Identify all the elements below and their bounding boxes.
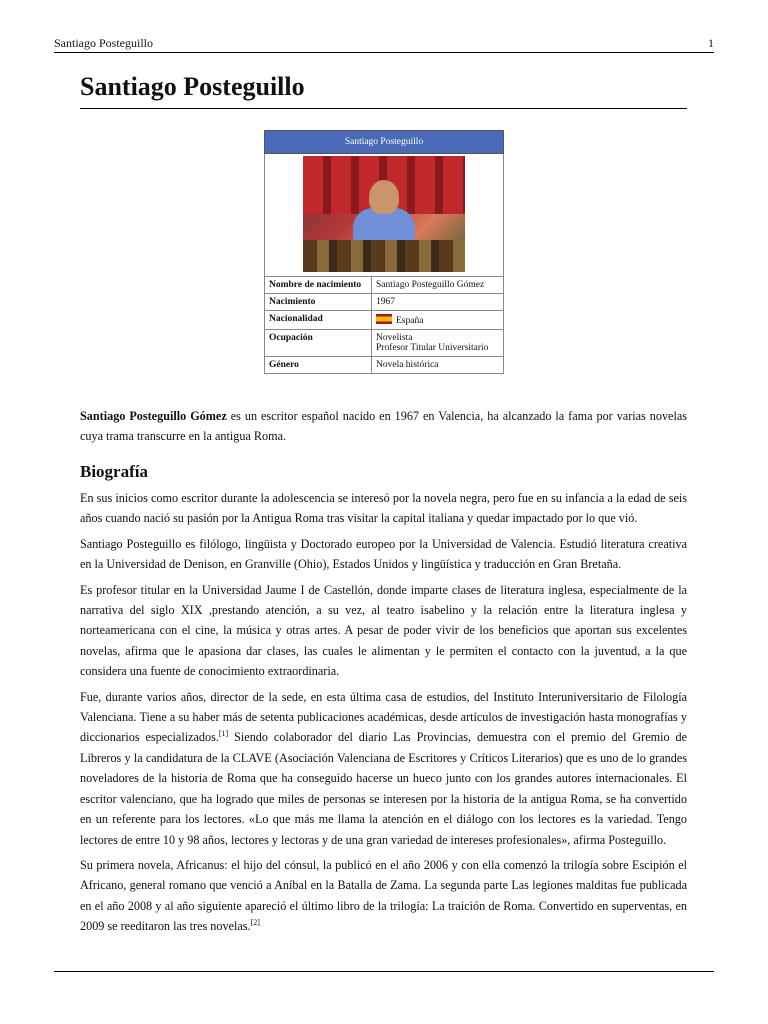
spain-flag-icon [376,314,392,324]
bio-paragraph-3: Es profesor titular en la Universidad Jaume I de Castellón, donde imparte clases de literatura inglesa, especialmente de la narrativa del siglo XIX ,prestando atención, a su vez, al teatro isabelino y la relación entre la literatura inglesa y norteamericana con el cine, la música y otras artes. A pesar de poder vivir de los beneficios que aportan sus excelentes novelas, afirma que le apasiona dar clases, las cuales le alimentan y le permiten el contacto con la juventud, a la que considera una fuente de conocimiento extraordinaria. [80,582,687,679]
bio-paragraph-1: En sus inicios como escritor durante la adolescencia se interesó por la novela negra, pero fue en su infancia a la edad de seis años cuando nació su pasión por la Antigua Roma tras visitar la capital italiana y quedar impactado por lo que vió. [80,491,687,526]
reference-link-1[interactable]: [1] [218,729,229,739]
portrait-photo [303,156,465,272]
page-number: 1 [708,36,714,50]
photo-person-head [369,180,399,214]
occupation-1: Novelista [376,333,413,343]
nationality-text: España [396,316,424,326]
infobox-label: Nacionalidad [265,311,372,330]
infobox [264,130,504,374]
infobox-row [265,294,504,311]
bio-p5-text: Su primera novela, Africanus: el hijo del cónsul, la publicó en el año 2006 y con ella comenzó la trilogía sobre Escipión el Africano, general romano que venció a Aníbal en la Batalla de Zama. La segunda parte Las legiones malditas fue publicada en el año 2008 y al año siguiente apareció el último libro de la trilogía: La traición de Roma. Convertido en superventas, en 2009 se reeditaron las tres novelas. [80,857,687,934]
infobox-caption: Santiago Posteguillo [265,131,504,154]
infobox-row [265,357,504,374]
bio-paragraph-5 [80,855,687,937]
bio-paragraph-4 [80,687,687,850]
infobox-value: Novela histórica [372,357,504,374]
bio-paragraph-2: Santiago Posteguillo es filólogo, lingüista y Doctorado europeo por la Universidad de Valencia. Estudió literatura creativa en la Universidad de Denison, en Granville (Ohio), Estados Unidos y lingüística y traducción en Gran Bretaña. [80,536,687,572]
infobox-row [265,330,504,357]
reference-link-2[interactable]: [2] [250,918,260,928]
bio-p4-part1: Fue, durante varios años, director de la sede, en esta última casa de estudios, del Instituto Interuniversitario de Filología Valenciana. Tiene a su haber más de setenta publicaciones académicas, desde artículos de investigación hasta monografías y diccionarios especializados. [80,689,687,745]
infobox-value-occupation [372,330,504,357]
running-header [54,36,714,53]
biography-body [80,488,687,942]
infobox-row [265,277,504,294]
bio-p4-part2: Siendo colaborador del diario Las Provincias, demuestra con el premio del Gremio de Libreros y la candidatura de la CLAVE (Asociación Valenciana de Escritores y Críticos Literarios) que es uno de lo grandes noveladores de la historia de Roma que ha conseguido hacerse un hueco junto con los grandes autores internacionales. El escritor valenciano, que ha logrado que miles de personas se interesen por la historia de la antigua Roma, se ha convertido en un referente para los lectores. «Lo que más me llama la atención en el diálogo con los lectores es la variedad. Tengo lectores de entre 10 y 98 años, lectores y lectoras y de una gran variedad de intereses profesionales», afirma Posteguillo. [80,730,687,847]
section-heading-biografia: Biografía [80,462,148,481]
infobox-photo-cell [265,154,504,277]
intro-text: es un escritor español nacido en 1967 en Valencia, ha alcanzado la fama por varias novelas cuya trama transcurre en la antigua Roma. [80,409,687,444]
infobox-label: Nombre de nacimiento [265,277,372,294]
running-header-title: Santiago Posteguillo [54,36,153,50]
intro-paragraph [80,406,687,452]
page-title: Santiago Posteguillo [80,72,687,109]
intro-bold-name: Santiago Posteguillo Gómez [80,409,227,423]
occupation-2: Profesor Titular Universitario [376,343,489,353]
infobox-row [265,311,504,330]
infobox-label: Nacimiento [265,294,372,311]
infobox-label: Ocupación [265,330,372,357]
infobox-value: Santiago Posteguillo Gómez [372,277,504,294]
infobox-label: Género [265,357,372,374]
infobox-value: 1967 [372,294,504,311]
footer-divider [54,971,714,972]
infobox-value-nationality [372,311,504,330]
photo-book-table [303,240,465,272]
